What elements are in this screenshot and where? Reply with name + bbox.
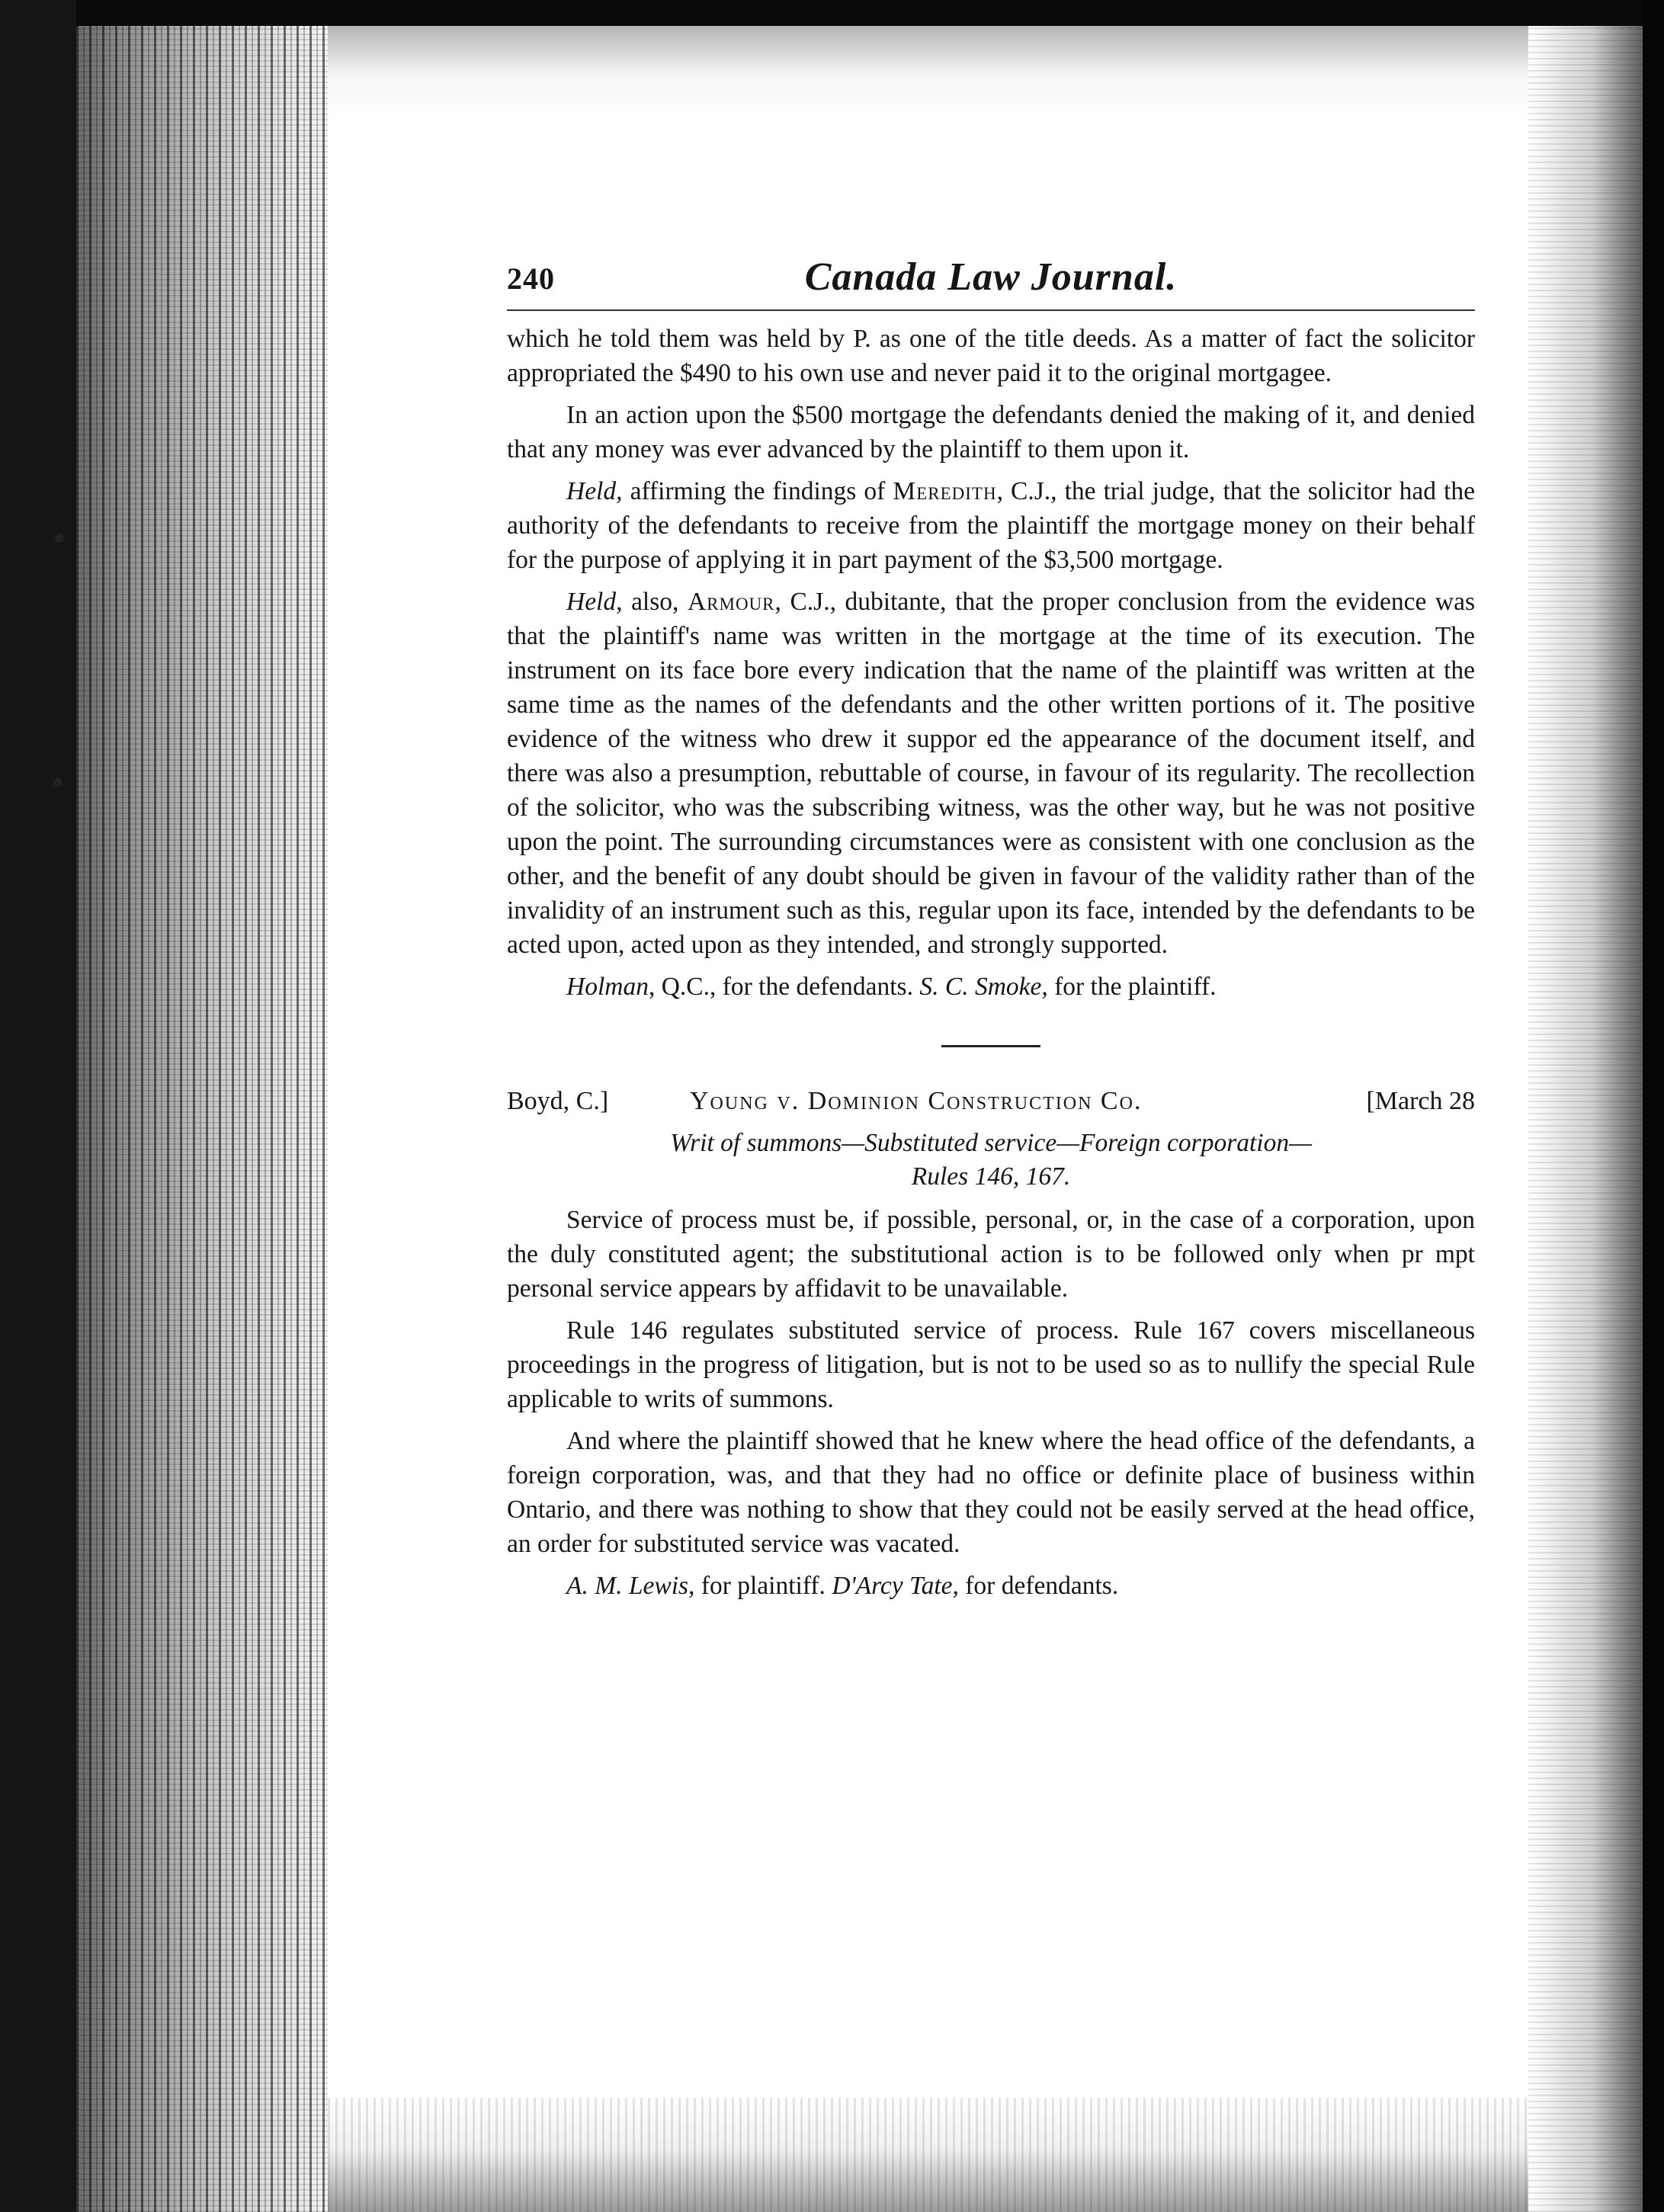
- paragraph: [507, 474, 1475, 577]
- page: [507, 252, 1475, 1611]
- counsel-text: for defendants.: [958, 1572, 1119, 1600]
- scan-speck: [55, 534, 64, 543]
- counsel-line: [507, 970, 1475, 1004]
- paragraph: [507, 585, 1475, 962]
- counsel-text: for plaintiff.: [694, 1572, 832, 1600]
- paragraph-text: affirming the findings of: [622, 477, 893, 505]
- paragraph: In an action upon the $500 mortgage the defendants denied the making of it, and denied that any money was ever advanced by the plaintiff to them upon it.: [507, 401, 1475, 463]
- journal-title: Canada Law Journal.: [804, 255, 1178, 299]
- paragraph: Rule 146 regulates substituted service of process. Rule 167 covers miscellaneous proceedings in the progress of litigation, but is not to be used so as to nullify the special Rule applicable to writs of summons.: [507, 1316, 1475, 1413]
- judge-name: Armour: [687, 588, 775, 616]
- headnote-line: Rules 146, 167.: [911, 1162, 1071, 1191]
- scan-speck: [53, 777, 63, 787]
- scan-shadow-right: [1528, 26, 1643, 2212]
- counsel-text: , Q.C., for the defendants.: [648, 973, 920, 1001]
- scan-shadow-bottom: [328, 2098, 1528, 2212]
- held-label: Held,: [566, 477, 623, 505]
- counsel-name: S. C. Smoke,: [919, 973, 1048, 1001]
- paragraph: Service of process must be, if possible, personal, or, in the case of a corporation, upon the duly constituted agent; the substitutional action is to be followed only when pr mpt personal service appears by affidavit to be unavailable.: [507, 1206, 1475, 1303]
- counsel-line: [507, 1569, 1475, 1603]
- book-binding-shadow: [76, 26, 328, 2212]
- section-separator: [941, 1045, 1040, 1047]
- paragraph-text: , C.J., dubitante, that the proper conclusion from the evidence was that the plaintiff's name was written in the mortgage at the time of its execution. The instrument on its face bore every indication that the name of the plaintiff was written at the same time as the names of the defendants and the other written portions of it. The positive evidence of the witness who drew it suppor ed the appearance of the document itself, and there was also a presumption, rebuttable of course, in favour of its regularity. The recollection of the solicitor, who was the subscribing witness, was the other way, but he was not positive upon the point. The surrounding circumstances were as consistent with one conclusion as the other, and the benefit of any doubt should be given in favour of the validity rather than of the invalidity of an instrument such as this, regular upon its face, intended by the defendants to be acted upon, acted upon as they intended, and strongly supported.: [507, 588, 1475, 959]
- body-text: [507, 322, 1475, 1603]
- case-judge: Boyd, C.]: [507, 1087, 609, 1115]
- headnote: [507, 1127, 1475, 1194]
- held-label: Held,: [566, 588, 623, 616]
- paragraph-text: , C.J., the trial judge, that the solicitor had the authority of the defendants to receive from the plaintiff the mortgage money on their behalf for the purpose of applying it in part payment of the $3,500 mortgage.: [507, 477, 1475, 574]
- counsel-name: Holman: [566, 973, 649, 1001]
- case-title: Young v. Dominion Construction Co.: [690, 1087, 1143, 1115]
- case-date: [March 28: [1366, 1087, 1475, 1115]
- scan-shadow-top: [328, 26, 1528, 117]
- judge-name: Meredith: [893, 477, 997, 505]
- counsel-name: D'Arcy Tate,: [832, 1572, 959, 1600]
- running-head: [507, 252, 1475, 311]
- scan-edge-right: [1643, 0, 1664, 2212]
- scan-edge-top: [76, 0, 1664, 26]
- paragraph: which he told them was held by P. as one of the title deeds. As a matter of fact the solicitor appropriated the $490 to his own use and never paid it to the original mortgagee.: [507, 325, 1475, 387]
- counsel-name: A. M. Lewis,: [566, 1572, 695, 1600]
- headnote-line: Writ of summons—Substituted service—Foreign corporation—: [670, 1129, 1312, 1157]
- counsel-text: for the plaintiff.: [1047, 973, 1217, 1001]
- paragraph-text: also,: [622, 588, 688, 616]
- case-heading: [507, 1084, 1475, 1124]
- scan-edge-left: [0, 0, 76, 2212]
- page-number: 240: [507, 261, 555, 296]
- paragraph: And where the plaintiff showed that he knew where the head office of the defendants, a foreign corporation, was, and that they had no office or definite place of business within Ontario, and there was nothing to show that they could not be easily served at the head office, an order for substituted service was vacated.: [507, 1427, 1475, 1558]
